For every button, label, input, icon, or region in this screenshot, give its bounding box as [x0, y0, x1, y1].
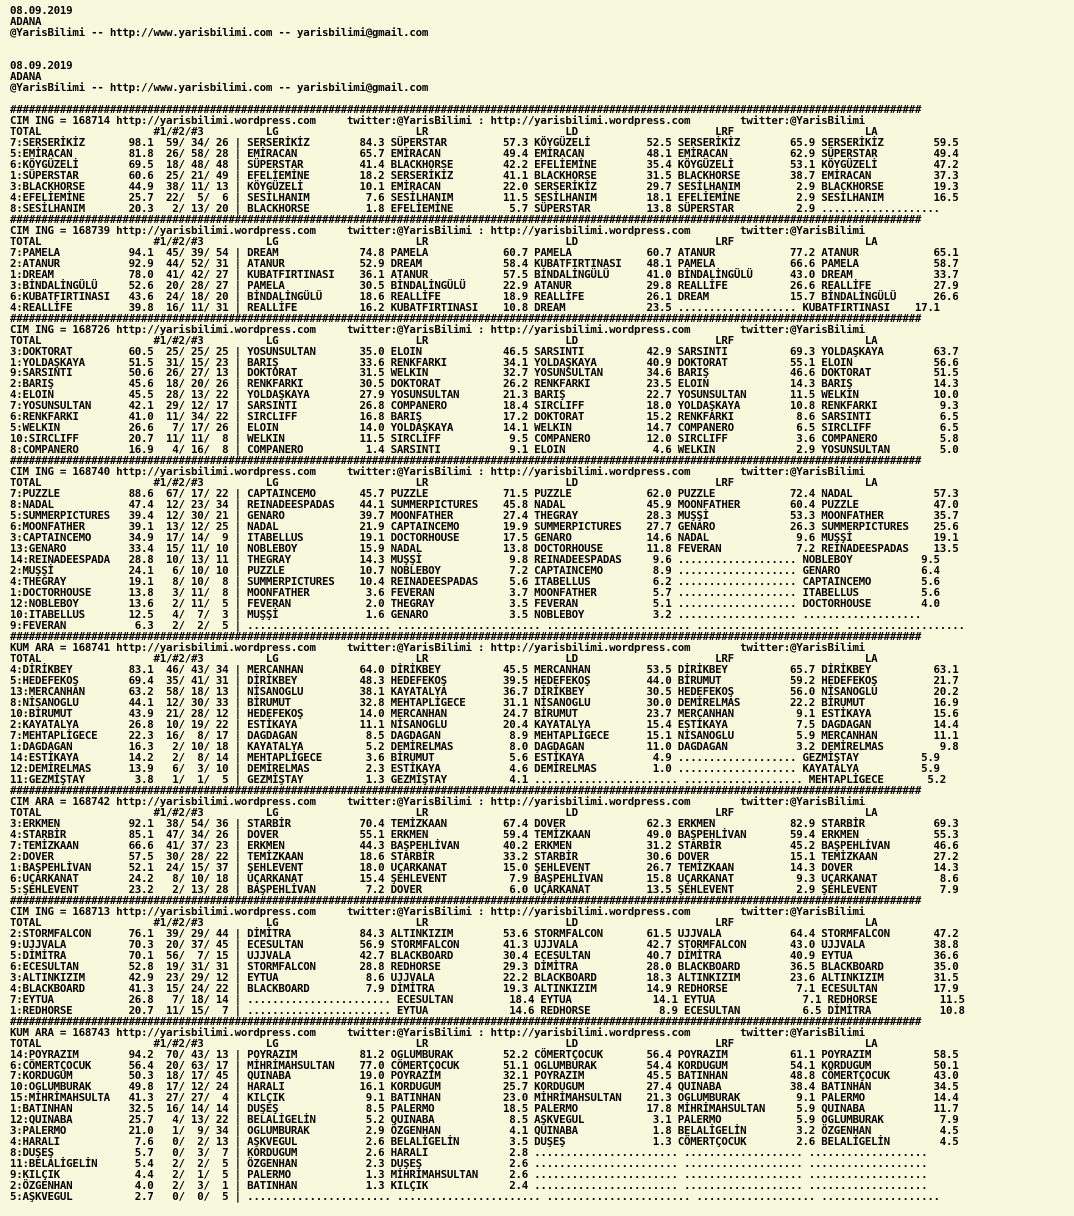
horse-row: 7:MEHTAPLİGECE 22.3 16/ 8/ 17 | DAGDAGAN 8.5 DAGDAGAN 8.9 MEHTAPLİGECE 15.1 NİSANOGLU 5.9 MERCANHAN 11.1: [10, 728, 959, 742]
horse-row: 8:NİSANOGLU 44.1 12/ 30/ 33 | BİRUMUT 32.8 MEHTAPLİGECE 31.1 NİSANOGLU 30.0 DEMİRELMAS 22.2 BİRUMUT 16.9: [10, 696, 959, 710]
horse-row: 5:SUMMERPICTURES 39.4 12/ 30/ 21 | GENARO 39.7 MOONFATHER 27.4 THEGRAY 28.3 MUŞŞİ 53.3 MOONFATHER 35.7: [10, 509, 959, 523]
section-divider: ##################################################################################################################################################: [10, 893, 922, 907]
horse-row: 10:BİRUMUT 43.9 21/ 28/ 12 | HEDEFEKOŞ 14.0 MERCANHAN 24.7 BİRUMUT 23.7 MERCANHAN 9.1 ESTİKAYA 15.6: [10, 707, 959, 720]
horse-row: 5:AŞKVEGUL 2.7 0/ 0/ 5 | ....................... ....................... ....................... ................... ...................: [10, 1190, 940, 1204]
horse-row: 5:EMİRACAN 81.8 26/ 58/ 28 | EMİRACAN 65.7 EMİRACAN 49.4 EMİRACAN 48.1 EMİRACAN 62.9 SÜPERSTAR 49.4: [10, 146, 959, 160]
horse-row: 1:DOCTORHOUSE 13.8 3/ 11/ 8 | MOONFATHER 3.6 FEVERAN 3.7 MOONFATHER 5.7 ................... ITABELLUS 5.6: [10, 586, 940, 600]
horse-row: 8:NADAL 47.4 12/ 23/ 34 | REINADEESPADAS 44.1 SUMMERPICTURES 45.8 NADAL 45.9 MOONFATHER 60.4 PUZZLE 47.0: [10, 498, 959, 512]
horse-row: 1:DREAM 78.0 41/ 42/ 27 | KUBATFIRTINASI 36.1 ATANUR 57.5 BİNDALİNGÜLÜ 41.0 BİNDALİNGÜLÜ 43.0 DREAM 33.7: [10, 267, 959, 281]
horse-row: 3:PALERMO 21.0 1/ 9/ 34 | OGLUMBURAK 2.9 ÖZGENHAN 4.1 QUINABA 1.8 BELALİGELİN 3.2 ÖZGENHAN 4.5: [10, 1124, 959, 1138]
column-header: TOTAL #1/#2/#3 LG LR LD LRF LA: [10, 1036, 878, 1050]
horse-row: 1:SÜPERSTAR 60.6 25/ 21/ 49 | EFELİEMİNE 18.2 SERSERİKİZ 41.1 BLACKHORSE 31.5 BLACKHORSE 38.7 EMİRACAN 37.3: [10, 168, 959, 182]
horse-row: 14:REINADEESPADA 28.8 10/ 13/ 11 | THEGRAY 14.3 MUŞŞİ 9.8 REINADEESPADAS 9.6 ................... NOBLEBOY 9.5: [10, 553, 940, 567]
info-line: @YarisBilimi -- http://www.yarisbilimi.com -- yarisbilimi@gmail.com: [10, 80, 429, 94]
horse-row: 6:ECESULTAN 52.8 19/ 31/ 31 | STORMFALCON 28.8 REDHORSE 29.3 DİMİTRA 28.0 BLACKBOARD 36.5 BLACKBOARD 35.0: [10, 959, 959, 973]
horse-row: 11:BELALİGELİN 5.4 2/ 2/ 5 | ÖZGENHAN 2.3 DUŞEŞ 2.6 ....................... ................... ...................: [10, 1157, 928, 1171]
horse-row: 11:GEZMİŞTAY 3.8 1/ 1/ 5 | GEZMİŞTAY 1.3 GEZMİŞTAY 4.1 ....................... ................... MEHTAPLİGECE 5.2: [10, 772, 947, 786]
column-header: TOTAL #1/#2/#3 LG LR LD LRF LA: [10, 333, 878, 347]
horse-row: 4:EFELİEMİNE 25.7 22/ 5/ 6 | SESİLHANIM 7.6 SESİLHANIM 11.5 SESİLHANIM 18.1 EFELİEMİNE 2.9 SESİLHANIM 16.5: [10, 190, 959, 204]
section-divider: ##################################################################################################################################################: [10, 212, 922, 226]
horse-row: 7:TEMİZKAAN 66.6 41/ 37/ 23 | ERKMEN 44.3 BAŞPEHLİVAN 40.2 ERKMEN 31.2 STARBİR 45.2 BAŞPEHLİVAN 46.6: [10, 838, 959, 852]
horse-row: 1:YOLDAŞKAYA 51.5 31/ 15/ 23 | BARIŞ 33.6 RENKFARKI 34.1 YOLDAŞKAYA 40.9 DOKTORAT 55.1 ELOIN 56.6: [10, 355, 959, 369]
section-divider: ##################################################################################################################################################: [10, 1014, 922, 1028]
race-header: CIM ING = 168740 http://yarisbilimi.wordpress.com twitter:@YarisBilimi : http://yarisbilimi.wordpress.com twitter:@YarisBilimi: [10, 465, 865, 479]
horse-row: 5:HEDEFEKOŞ 69.4 35/ 41/ 31 | DİRİKBEY 48.3 HEDEFEKOŞ 39.5 HEDEFEKOŞ 44.0 BİRUMUT 59.2 HEDEFEKOŞ 21.7: [10, 674, 959, 688]
horse-row: 14:POYRAZIM 94.2 70/ 43/ 13 | POYRAZIM 81.2 OGLUMBURAK 52.2 CÖMERTÇOCUK 56.4 POYRAZIM 61.1 POYRAZIM 58.5: [10, 1047, 959, 1061]
horse-row: 13:MERCANHAN 63.2 58/ 18/ 13 | NİSANOGLU 38.1 KAYATALYA 36.7 DİRİKBEY 30.5 HEDEFEKOŞ 56.0 NİSANOGLU 20.2: [10, 685, 959, 699]
column-header: TOTAL #1/#2/#3 LG LR LD LRF LA: [10, 234, 878, 248]
horse-row: 4:HARALI 7.6 0/ 2/ 13 | AŞKVEGUL 2.6 BELALİGELİN 3.5 DUŞEŞ 1.3 CÖMERTÇOCUK 2.6 BELALİGELİN 4.5: [10, 1135, 959, 1149]
horse-row: 8:SESİLHANIM 20.3 2/ 13/ 20 | BLACKHORSE 1.8 EFELİEMİNE 5.7 SÜPERSTAR 13.8 SÜPERSTAR 2.9 ...................: [10, 201, 940, 215]
horse-row: 8:COMPANERO 16.9 4/ 16/ 8 | COMPANERO 1.4 SARSINTI 9.1 ELOIN 4.6 WELKIN 2.9 YOSUNSULTAN 5.0: [10, 443, 959, 457]
section-divider: ##################################################################################################################################################: [10, 311, 922, 325]
horse-row: 10:ITABELLUS 12.5 4/ 7/ 3 | MUŞŞİ 1.6 GENARO 3.5 NOBLEBOY 3.2 ................... ...................: [10, 608, 922, 622]
info-line: 08.09.2019: [10, 4, 73, 17]
horse-row: 7:YOSUNSULTAN 42.1 29/ 12/ 17 | SARSINTI 26.8 COMPANERO 18.4 SIRCLIFF 18.0 YOLDAŞKAYA 10.8 RENKFARKI 9.3: [10, 399, 959, 413]
horse-row: 10:SIRCLIFF 20.7 11/ 11/ 8 | WELKIN 11.5 SIRCLIFF 9.5 COMPANERO 12.0 SIRCLIFF 3.6 COMPANERO 5.8: [10, 432, 959, 446]
horse-row: 3:DOKTORAT 60.5 25/ 25/ 25 | YOSUNSULTAN 35.0 ELOIN 46.5 SARSINTI 42.9 SARSINTI 69.3 YOLDAŞKAYA 63.7: [10, 344, 959, 358]
horse-row: 10:OGLUMBURAK 49.8 17/ 12/ 24 | HARALI 16.1 KORDUGUM 25.7 KORDUGUM 27.4 QUINABA 38.4 BATINHAN 34.5: [10, 1080, 959, 1094]
horse-row: 2:BARIŞ 45.6 18/ 20/ 26 | RENKFARKI 30.5 DOKTORAT 26.2 RENKFARKI 23.5 ELOIN 14.3 BARIŞ 14.3: [10, 377, 959, 391]
race-header: CIM ING = 168739 http://yarisbilimi.wordpress.com twitter:@YarisBilimi : http://yarisbilimi.wordpress.com twitter:@YarisBilimi: [10, 223, 865, 237]
race-header: CIM ING = 168713 http://yarisbilimi.wordpress.com twitter:@YarisBilimi : http://yarisbilimi.wordpress.com twitter:@YarisBilimi: [10, 904, 865, 918]
horse-row: 1:REDHORSE 20.7 11/ 15/ 7 | ....................... EYTUA 14.6 REDHORSE 8.9 ECESULTAN 6.5 DİMİTRA 10.8: [10, 1003, 965, 1017]
column-header: TOTAL #1/#2/#3 LG LR LD LRF LA: [10, 915, 878, 929]
horse-row: 4:THEGRAY 19.1 8/ 10/ 8 | SUMMERPICTURES 10.4 REINADEESPADAS 5.6 ITABELLUS 6.2 ................... CAPTAINCEMO 5.6: [10, 575, 940, 589]
horse-row: 7:SERSERİKİZ 98.1 59/ 34/ 26 | SERSERİKİZ 84.3 SÜPERSTAR 57.3 KÖYGÜZELİ 52.5 SERSERİKİZ 65.9 SERSERİKİZ 59.5: [10, 135, 959, 149]
info-line: ADANA: [10, 14, 42, 28]
horse-row: 9:KILÇIK 4.4 2/ 1/ 5 | PALERMO 1.3 MİHRİMAHSULTAN 2.6 ....................... ................... ...................: [10, 1168, 928, 1182]
horse-row: 7:PUZZLE 88.6 67/ 17/ 22 | CAPTAINCEMO 45.7 PUZZLE 71.5 PUZZLE 62.0 PUZZLE 72.4 NADAL 57.3: [10, 487, 959, 501]
horse-row: 4:ELOIN 45.5 28/ 13/ 22 | YOLDAŞKAYA 27.9 YOSUNSULTAN 21.3 BARIŞ 22.7 YOSUNSULTAN 11.5 WELKIN 10.0: [10, 388, 959, 402]
race-header: KUM ARA = 168743 http://yarisbilimi.wordpress.com twitter:@YarisBilimi : http://yarisbilimi.wordpress.com twitter:@YarisBilimi: [10, 1025, 865, 1039]
horse-row: 3:CAPTAINCEMO 34.9 17/ 14/ 9 | ITABELLUS 19.1 DOCTORHOUSE 17.5 GENARO 14.6 NADAL 9.6 MUŞŞİ 19.1: [10, 531, 959, 545]
horse-row: 12:DEMİRELMAS 13.9 6/ 3/ 10 | DEMİRELMAS 2.3 ESTİKAYA 4.6 DEMİRELMAS 1.0 ................... KAYATALYA 5.9: [10, 761, 940, 775]
horse-row: 6:KUBATFIRTINASI 43.6 24/ 18/ 20 | BİNDALİNGÜLÜ 18.6 REALLİFE 18.9 REALLİFE 26.1 DREAM 15.7 BİNDALİNGÜLÜ 26.6: [10, 289, 959, 303]
section-divider: ##################################################################################################################################################: [10, 454, 922, 468]
horse-row: 3:BİNDALİNGÜLÜ 52.6 20/ 28/ 27 | PAMELA 30.5 BİNDALİNGÜLÜ 22.9 ATANUR 29.8 REALLİFE 26.6 REALLİFE 27.9: [10, 278, 959, 292]
horse-row: 6:CÖMERTÇOCUK 56.4 20/ 63/ 17 | MİHRİMAHSULTAN 77.0 CÖMERTÇOCUK 51.1 OGLUMBURAK 54.4 KORDUGUM 54.1 KORDUGUM 50.1: [10, 1058, 959, 1072]
horse-row: 5:WELKIN 26.6 7/ 17/ 26 | ELOIN 14.0 YOLDAŞKAYA 14.1 WELKIN 14.7 COMPANERO 6.5 SIRCLIFF 6.5: [10, 421, 959, 435]
horse-row: 4:STARBİR 85.1 47/ 34/ 26 | DOVER 55.1 ERKMEN 59.4 TEMİZKAAN 49.0 BAŞPEHLİVAN 59.4 ERKMEN 55.3: [10, 827, 959, 841]
horse-row: 2:MUŞŞİ 24.1 6/ 10/ 10 | PUZZLE 10.7 NOBLEBOY 7.2 CAPTAINCEMO 8.9 ................... GENARO 6.4: [10, 564, 940, 578]
horse-row: 3:ERKMEN 92.1 38/ 54/ 36 | STARBİR 70.4 TEMİZKAAN 67.4 DOVER 62.3 ERKMEN 82.9 STARBİR 69.3: [10, 816, 959, 830]
horse-row: 15:MİHRİMAHSULTA 41.3 27/ 27/ 4 | KILÇIK 9.1 BATINHAN 23.0 MİHRİMAHSULTAN 21.3 OGLUMBURAK 9.1 PALERMO 14.4: [10, 1091, 959, 1105]
horse-row: 2:KAYATALYA 26.8 10/ 19/ 22 | ESTİKAYA 11.1 NİSANOGLU 20.4 KAYATALYA 15.4 ESTİKAYA 7.5 DAGDAGAN 14.4: [10, 717, 959, 731]
section-divider: ##################################################################################################################################################: [10, 630, 922, 644]
horse-row: 4:DİRİKBEY 83.1 46/ 43/ 34 | MERCANHAN 64.0 DİRİKBEY 45.5 MERCANHAN 53.5 DİRİKBEY 65.7 DİRİKBEY 63.1: [10, 663, 959, 677]
horse-row: 2:STORMFALCON 76.1 39/ 29/ 44 | DİMİTRA 84.3 ALTINKIZIM 53.6 STORMFALCON 61.5 UJJVALA 64.4 STORMFALCON 47.2: [10, 926, 959, 940]
horse-row: 13:GENARO 33.4 15/ 11/ 10 | NOBLEBOY 15.9 NADAL 13.8 DOCTORHOUSE 11.8 FEVERAN 7.2 REINADEESPADAS 13.5: [10, 542, 959, 556]
info-line: ADANA: [10, 69, 42, 83]
blank-line: [10, 38, 1074, 49]
horse-row: 8:DUŞEŞ 5.7 0/ 3/ 7 | KORDUGUM 2.6 HARALI 2.8 ....................... ................... ...................: [10, 1146, 928, 1160]
section-divider: ##################################################################################################################################################: [10, 102, 922, 116]
horse-row: 6:KÖYGÜZELİ 69.5 18/ 48/ 48 | SÜPERSTAR 41.4 BLACKHORSE 42.2 EFELİEMİNE 35.4 KÖYGÜZELİ 53.1 KÖYGÜZELİ 47.2: [10, 157, 959, 171]
blank-line: [10, 49, 1074, 60]
horse-row: 9:FEVERAN 6.3 2/ 2/ 5 | ....................... ....................... ....................... ....................... ...................: [10, 619, 965, 633]
horse-row: 2:ATANUR 92.9 44/ 52/ 31 | ATANUR 52.9 DREAM 58.4 KUBATFIRTINASI 48.1 PAMELA 66.6 PAMELA 58.7: [10, 256, 959, 270]
race-header: KUM ARA = 168741 http://yarisbilimi.wordpress.com twitter:@YarisBilimi : http://yarisbilimi.wordpress.com twitter:@YarisBilimi: [10, 641, 865, 655]
column-header: TOTAL #1/#2/#3 LG LR LD LRF LA: [10, 652, 878, 666]
column-header: TOTAL #1/#2/#3 LG LR LD LRF LA: [10, 805, 878, 819]
horse-row: 1:BATINHAN 32.5 16/ 14/ 14 | DUŞEŞ 8.5 PALERMO 18.5 PALERMO 17.8 MİHRİMAHSULTAN 5.9 QUINABA 11.7: [10, 1102, 959, 1116]
info-line: @YarisBilimi -- http://www.yarisbilimi.com -- yarisbilimi@gmail.com: [10, 25, 429, 39]
horse-row: 1:BAŞPEHLİVAN 52.1 24/ 15/ 37 | ŞEHLEVENT 18.0 UÇARKANAT 15.0 ŞEHLEVENT 26.7 TEMİZKAAN 14.3 DOVER 14.3: [10, 860, 959, 874]
horse-row: 7:EYTUA 26.8 7/ 18/ 14 | ....................... ECESULTAN 18.4 EYTUA 14.1 EYTUA 7.1 REDHORSE 11.5: [10, 992, 965, 1006]
race-header: CIM ING = 168714 http://yarisbilimi.wordpress.com twitter:@YarisBilimi : http://yarisbilimi.wordpress.com twitter:@YarisBilimi: [10, 113, 865, 127]
horse-row: 4:BLACKBOARD 41.3 15/ 24/ 22 | BLACKBOARD 7.9 DİMİTRA 19.3 ALTINKIZIM 14.9 REDHORSE 7.1 ECESULTAN 17.9: [10, 981, 959, 995]
race-header: CIM ARA = 168742 http://yarisbilimi.wordpress.com twitter:@YarisBilimi : http://yarisbilimi.wordpress.com twitter:@YarisBilimi: [10, 794, 865, 808]
horse-row: 12:NOBLEBOY 13.6 2/ 11/ 5 | FEVERAN 2.0 THEGRAY 3.5 FEVERAN 5.1 ................... DOCTORHOUSE 4.0: [10, 597, 940, 611]
horse-row: 2:ÖZGENHAN 4.0 2/ 3/ 1 | BATINHAN 1.3 KILÇIK 2.4 ....................... ................... ...................: [10, 1179, 928, 1193]
info-line: 08.09.2019: [10, 58, 73, 72]
horse-row: 9:UJJVALA 70.3 20/ 37/ 45 | ECESULTAN 56.9 STORMFALCON 41.3 UJJVALA 42.7 STORMFALCON 43.0 UJJVALA 38.8: [10, 937, 959, 951]
column-header: TOTAL #1/#2/#3 LG LR LD LRF LA: [10, 476, 878, 490]
section-divider: ##################################################################################################################################################: [10, 783, 922, 797]
horse-row: 7:PAMELA 94.1 45/ 39/ 54 | DREAM 74.8 PAMELA 60.7 PAMELA 60.7 ATANUR 77.2 ATANUR 65.1: [10, 245, 959, 259]
horse-row: 2:DOVER 57.5 30/ 28/ 22 | TEMİZKAAN 18.6 STARBİR 33.2 STARBİR 30.6 DOVER 15.1 TEMİZKAAN 27.2: [10, 849, 959, 863]
horse-row: 6:RENKFARKI 41.0 11/ 34/ 22 | SIRCLIFF 16.8 BARIŞ 17.2 DOKTORAT 15.2 RENKFARKI 8.6 SARSINTI 6.5: [10, 410, 959, 424]
horse-row: 1:DAGDAGAN 16.3 2/ 10/ 18 | KAYATALYA 5.2 DEMİRELMAS 8.0 DAGDAGAN 11.0 DAGDAGAN 3.2 DEMİRELMAS 9.8: [10, 739, 959, 753]
horse-row: 7:KORDUGUM 50.3 18/ 17/ 45 | QUINABA 19.0 POYRAZIM 32.1 POYRAZIM 45.5 BATINHAN 48.8 CÖMERTÇOCUK 43.0: [10, 1069, 959, 1083]
horse-row: 5:DİMİTRA 70.1 56/ 7/ 15 | UJJVALA 42.7 BLACKBOARD 30.4 ECESULTAN 40.7 DİMİTRA 40.9 EYTUA 36.6: [10, 948, 959, 962]
horse-row: 4:REALLİFE 39.8 16/ 11/ 31 | REALLİFE 16.2 KUBATFIRTINASI 10.8 DREAM 23.5 ................... KUBATFIRTINASI 17.1: [10, 300, 940, 314]
horse-row: 3:BLACKHORSE 44.9 38/ 11/ 13 | KÖYGÜZELİ 10.1 EMİRACAN 22.0 SERSERİKİZ 29.7 SESİLHANIM 2.9 BLACKHORSE 19.3: [10, 179, 959, 193]
horse-row: 14:ESTİKAYA 14.2 2/ 8/ 14 | MEHTAPLİGECE 3.6 BİRUMUT 5.6 ESTİKAYA 4.9 ................... GEZMİŞTAY 5.9: [10, 750, 940, 764]
horse-row: 6:UÇARKANAT 24.2 8/ 10/ 18 | UÇARKANAT 15.4 ŞEHLEVENT 7.9 BAŞPEHLİVAN 15.8 UÇARKANAT 9.3 UÇARKANAT 8.6: [10, 871, 959, 885]
column-header: TOTAL #1/#2/#3 LG LR LD LRF LA: [10, 124, 878, 138]
horse-row: 6:MOONFATHER 39.1 13/ 12/ 25 | NADAL 21.9 CAPTAINCEMO 19.9 SUMMERPICTURES 27.7 GENARO 26.3 SUMMERPICTURES 25.6: [10, 520, 959, 534]
horse-row: 9:SARSINTI 50.6 26/ 27/ 13 | DOKTORAT 31.5 WELKIN 32.7 YOSUNSULTAN 34.6 BARIŞ 46.6 DOKTORAT 51.5: [10, 366, 959, 380]
horse-row: 3:ALTINKIZIM 42.9 23/ 29/ 12 | EYTUA 8.6 UJJVALA 22.2 BLACKBOARD 18.3 ALTINKIZIM 23.6 ALTINKIZIM 31.5: [10, 970, 959, 984]
horse-row: 12:QUINABA 25.7 4/ 13/ 22 | BELALİGELİN 5.2 QUINABA 8.5 AŞKVEGUL 3.1 PALERMO 5.9 OGLUMBURAK 7.9: [10, 1113, 959, 1127]
horse-row: 5:ŞEHLEVENT 23.2 2/ 13/ 28 | BAŞPEHLİVAN 7.2 DOVER 6.0 UÇARKANAT 13.5 ŞEHLEVENT 2.9 ŞEHLEVENT 7.9: [10, 882, 959, 896]
race-header: CIM ING = 168726 http://yarisbilimi.wordpress.com twitter:@YarisBilimi : http://yarisbilimi.wordpress.com twitter:@YarisBilimi: [10, 322, 865, 336]
